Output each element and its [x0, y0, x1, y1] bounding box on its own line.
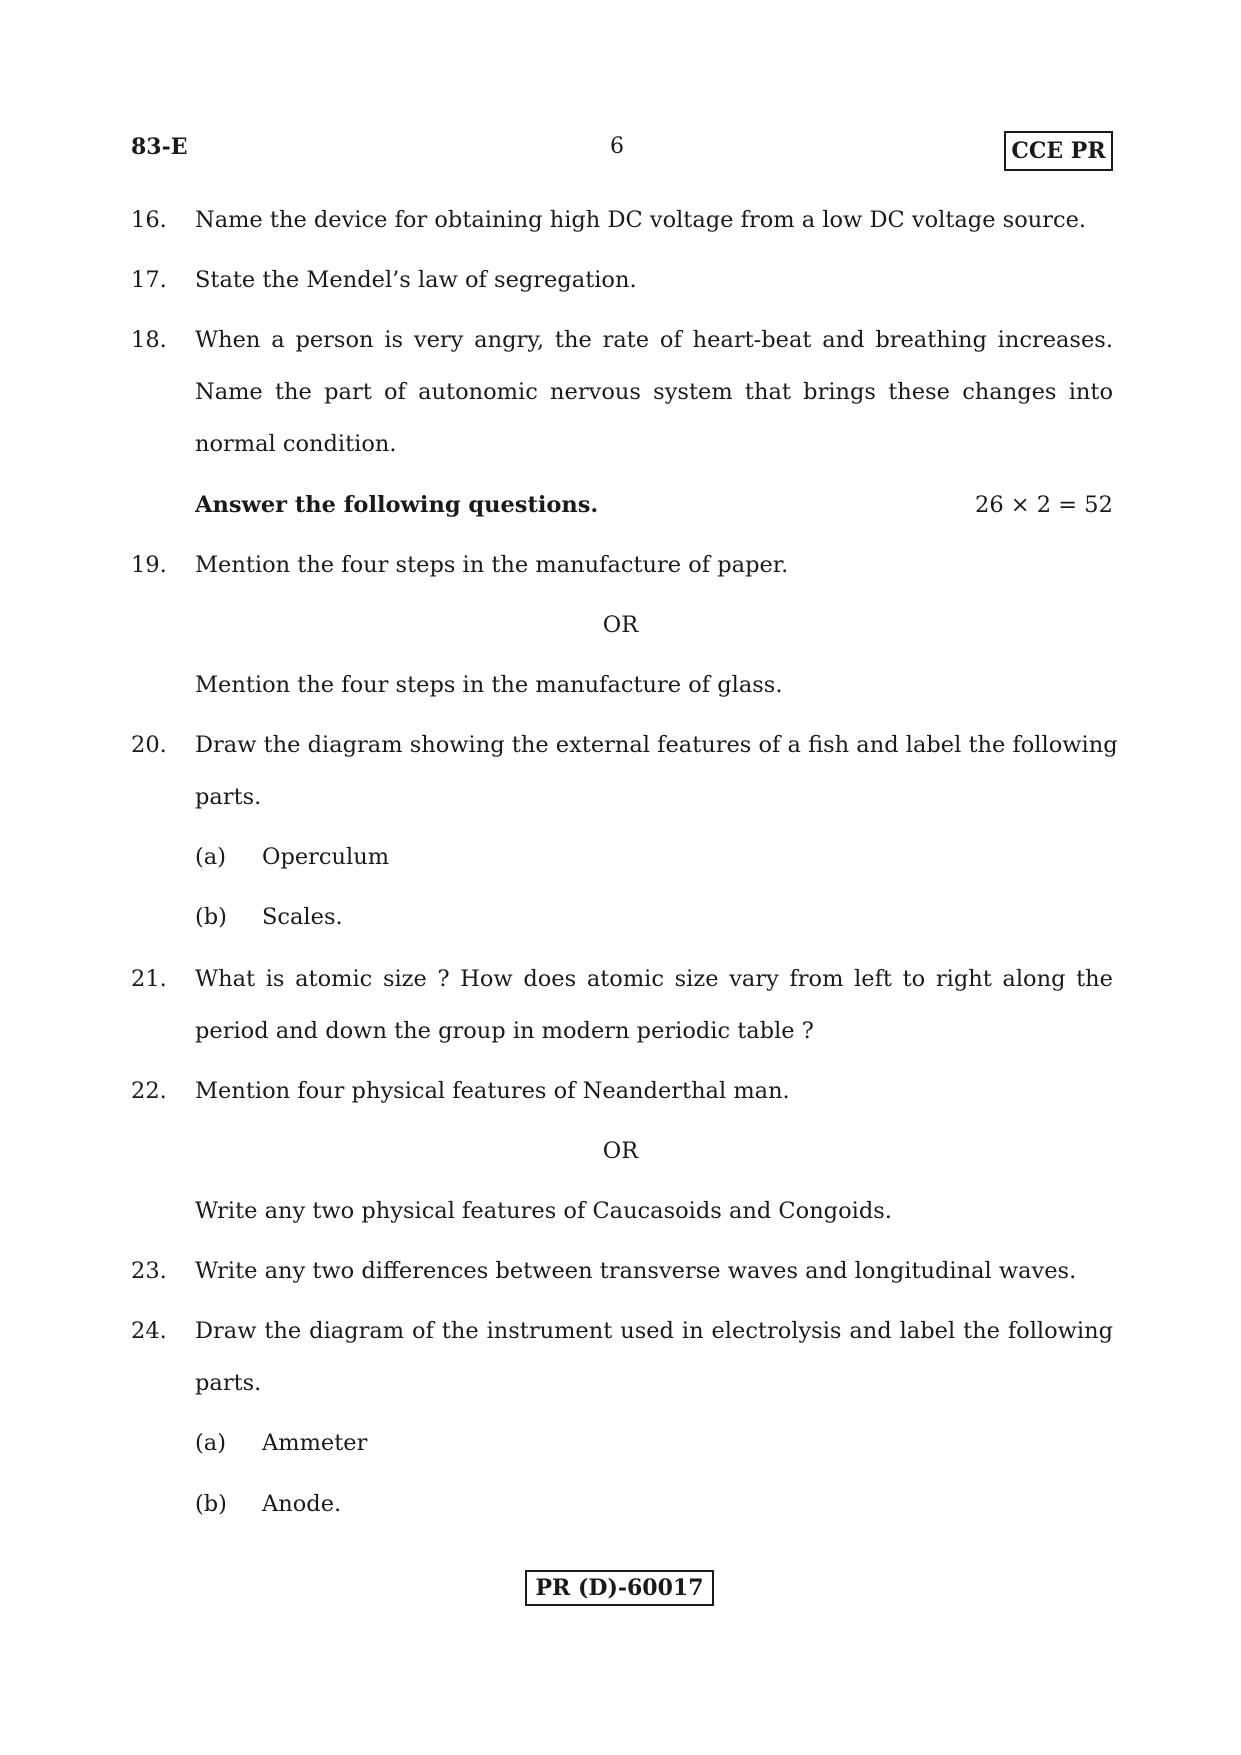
part-text: Scales. — [262, 904, 343, 930]
part-text: Anode. — [262, 1491, 342, 1517]
part-text: Operculum — [262, 844, 390, 870]
question-text: What is atomic size ? How does atomic size vary from left to right along the — [195, 966, 1113, 992]
part-label: (b) — [195, 1491, 227, 1517]
question-text: Draw the diagram of the instrument used in electrolysis and label the following — [195, 1318, 1113, 1344]
question-text: Mention the four steps in the manufacture of paper. — [195, 552, 789, 578]
section-marks: 26 × 2 = 52 — [975, 492, 1113, 518]
question-number: 19. — [131, 552, 167, 578]
series-box — [1004, 131, 1113, 171]
footer-code: PR (D)-60017 — [535, 1575, 704, 1601]
question-text: When a person is very angry, the rate of heart-beat and breathing increases. — [195, 327, 1113, 353]
question-number: 17. — [131, 267, 167, 293]
question-alternative: Write any two physical features of Caucasoids and Congoids. — [195, 1198, 892, 1224]
question-text: Draw the diagram showing the external features of a fish and label the following — [195, 732, 1118, 758]
question-number: 23. — [131, 1258, 167, 1284]
question-text: parts. — [195, 1370, 262, 1396]
question-alternative: Mention the four steps in the manufacture of glass. — [195, 672, 783, 698]
part-label: (a) — [195, 1430, 226, 1456]
question-text: period and down the group in modern periodic table ? — [195, 1018, 814, 1044]
question-number: 18. — [131, 327, 167, 353]
question-text: Mention four physical features of Neanderthal man. — [195, 1078, 790, 1104]
paper-code: 83-E — [131, 134, 188, 160]
or-separator: OR — [602, 1138, 639, 1164]
question-text: State the Mendel’s law of segregation. — [195, 267, 637, 293]
question-number: 20. — [131, 732, 167, 758]
part-text: Ammeter — [262, 1430, 368, 1456]
question-text: parts. — [195, 784, 262, 810]
question-number: 22. — [131, 1078, 167, 1104]
question-number: 21. — [131, 966, 167, 992]
part-label: (b) — [195, 904, 227, 930]
series-label: CCE PR — [1011, 138, 1106, 164]
question-text: Name the device for obtaining high DC voltage from a low DC voltage source. — [195, 207, 1087, 233]
question-number: 16. — [131, 207, 167, 233]
question-text: Write any two differences between transverse waves and longitudinal waves. — [195, 1258, 1077, 1284]
footer-code-box — [525, 1570, 714, 1606]
page-number: 6 — [610, 134, 624, 159]
or-separator: OR — [602, 612, 639, 638]
question-number: 24. — [131, 1318, 167, 1344]
question-text: normal condition. — [195, 431, 397, 457]
part-label: (a) — [195, 844, 226, 870]
section-instruction: Answer the following questions. — [195, 492, 599, 518]
question-text: Name the part of autonomic nervous system that brings these changes into — [195, 379, 1113, 405]
